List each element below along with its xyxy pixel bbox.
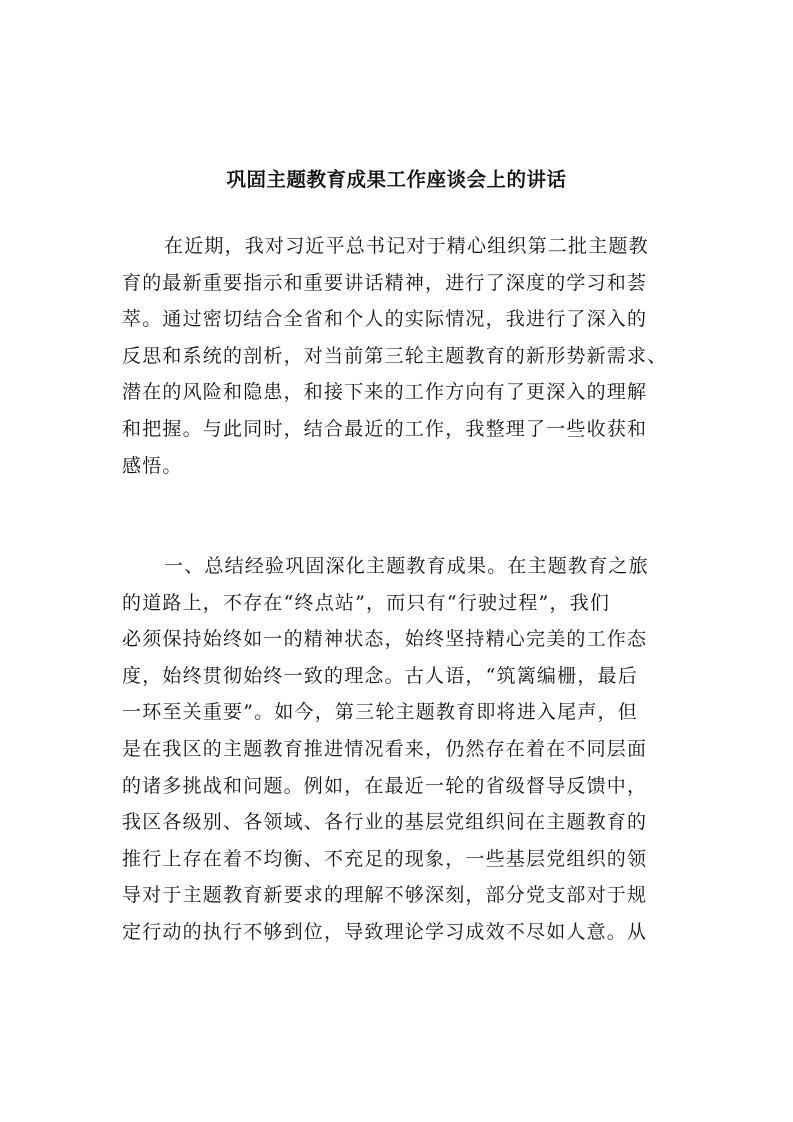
text-line: 必须保持始终如一的精神状态，始终坚持精心完美的工作态 [122,628,648,651]
text-line: 推行上存在着不均衡、不充足的现象，一些基层党组织的领 [122,847,648,870]
text-line: 定行动的执行不够到位，导致理论学习成效不尽如人意。从 [122,920,648,943]
paragraph-section-one [122,548,682,951]
text-line: 育的最新重要指示和重要讲话精神，进行了深度的学习和荟 [122,271,648,294]
text-line: 导对于主题教育新要求的理解不够深刻，部分党支部对于规 [122,884,648,907]
text-line: 和把握。与此同时，结合最近的工作，我整理了一些收获和 [122,417,648,440]
text-line: 一环至关重要”。如今，第三轮主题教育即将进入尾声，但 [122,701,638,724]
text-line: 一、总结经验巩固深化主题教育成果。在主题教育之旅 [164,555,649,577]
text-line: 的诸多挑战和问题。例如，在最近一轮的省级督导反馈中， [122,774,648,797]
text-line: 感悟。 [122,454,183,477]
text-line: 萃。通过密切结合全省和个人的实际情况，我进行了深入的 [122,308,648,331]
document-title: 巩固主题教育成果工作座谈会上的讲话 [226,168,567,191]
paragraph-intro [122,228,682,484]
text-line: 在近期，我对习近平总书记对于精心组织第二批主题教 [164,235,649,257]
text-line: 潜在的风险和隐患，和接下来的工作方向有了更深入的理解 [122,381,648,404]
text-line: 是在我区的主题教育推进情况看来，仍然存在着在不同层面 [122,737,648,760]
text-line: 度，始终贯彻始终一致的理念。古人语，“筑篱编栅，最后 [122,664,638,687]
text-line: 我区各级别、各领域、各行业的基层党组织间在主题教育的 [122,811,648,834]
text-line: 的道路上，不存在“终点站”，而只有“行驶过程”，我们 [122,591,611,614]
text-line: 反思和系统的剖析，对当前第三轮主题教育的新形势新需求、 [122,344,668,367]
